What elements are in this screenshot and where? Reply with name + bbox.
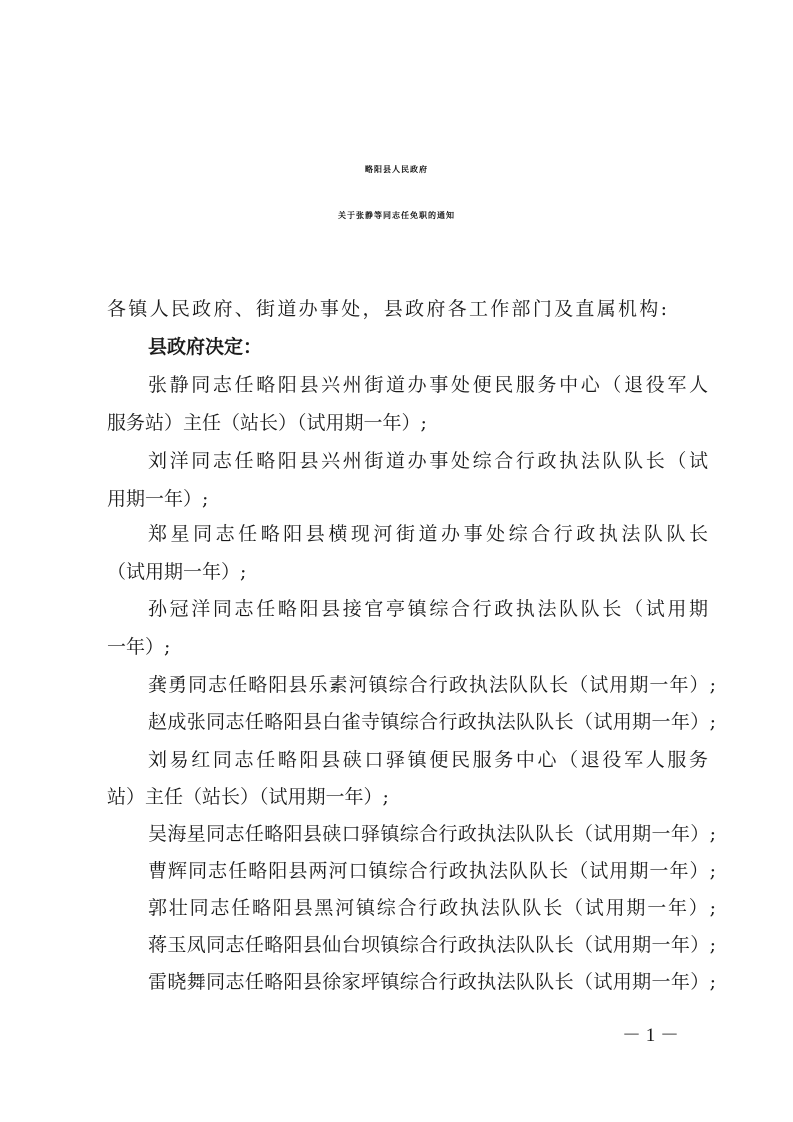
page-number: － 1 －: [622, 1025, 680, 1046]
appointment-line: 服务站）主任（站长）（试用期一年）;: [107, 412, 427, 434]
appointment-line: 孙冠洋同志任略阳县接官亭镇综合行政执法队队长（试用期: [148, 598, 708, 620]
appointment-line: 张静同志任略阳县兴州街道办事处便民服务中心（退役军人: [148, 374, 708, 396]
appointment-line: 蒋玉凤同志任略阳县仙台坝镇综合行政执法队队长（试用期一年）;: [148, 934, 716, 956]
appointment-line: 一年）;: [107, 636, 171, 658]
appointment-line: 曹辉同志任略阳县两河口镇综合行政执法队队长（试用期一年）;: [148, 860, 716, 882]
addressee-line: 各镇人民政府、街道办事处，县政府各工作部门及直属机构:: [107, 298, 667, 320]
appointment-line: （试用期一年）;: [107, 561, 247, 583]
appointment-line: 刘易红同志任略阳县硖口驿镇便民服务中心（退役军人服务: [148, 749, 708, 771]
document-title-line1: 略阳县人民政府: [365, 164, 428, 174]
appointment-line: 郭壮同志任略阳县黑河镇综合行政执法队队长（试用期一年）;: [148, 897, 716, 919]
appointment-line: 吴海星同志任略阳县硖口驿镇综合行政执法队队长（试用期一年）;: [148, 823, 716, 845]
document-title-line2: 关于张静等同志任免职的通知: [338, 210, 455, 220]
appointment-line: 龚勇同志任略阳县乐素河镇综合行政执法队队长（试用期一年）;: [148, 674, 716, 696]
appointment-line: 郑星同志任略阳县横现河街道办事处综合行政执法队队长: [148, 523, 708, 545]
appointment-line: 用期一年）;: [107, 488, 209, 510]
appointment-line: 刘洋同志任略阳县兴州街道办事处综合行政执法队队长（试: [148, 450, 708, 472]
appointment-line: 站）主任（站长）（试用期一年）;: [107, 786, 389, 808]
appointment-line: 赵成张同志任略阳县白雀寺镇综合行政执法队队长（试用期一年）;: [148, 711, 716, 733]
appointment-line: 雷晓舞同志任略阳县徐家坪镇综合行政执法队队长（试用期一年）;: [148, 971, 716, 993]
decision-heading: 县政府决定：: [148, 336, 263, 358]
